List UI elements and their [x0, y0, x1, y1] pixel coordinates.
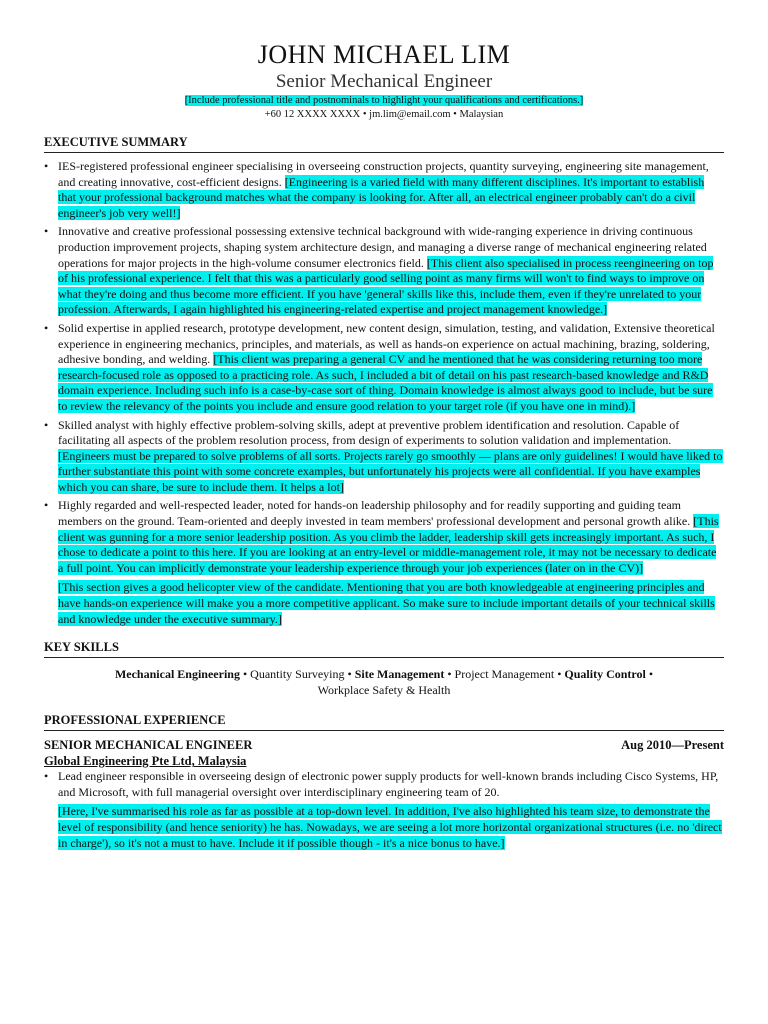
contact-line: +60 12 XXXX XXXX • jm.lim@email.com • Malaysian [264, 109, 504, 120]
candidate-name: JOHN MICHAEL LIM [257, 40, 511, 69]
job-company: Global Engineering Pte Ltd, Malaysia [44, 754, 247, 769]
summary-bullet [44, 498, 724, 576]
section-tip: [This section gives a good helicopter view of the candidate. Mentioning that you are both knowledgeable at engineering principles and have hands-on experience will make you a more competitive applicant. So make sure to include important details of your technical skills and knowledge under the executive summary.] [58, 580, 715, 626]
job-bullet [44, 769, 724, 800]
key-skills-section [44, 639, 724, 700]
section-heading: EXECUTIVE SUMMARY [44, 134, 724, 153]
resume-header [44, 40, 724, 122]
bullet-text: Lead engineer responsible in overseeing design of electronic power supply products for well-known brands including Cisco Systems, HP, and Microsoft, with full managerial oversight over interdisciplinary engineering team of 20. [58, 769, 719, 799]
header-tip: [Include professional title and postnominals to highlight your qualifications and certifications.] [184, 95, 584, 106]
skill-item: Site Management [354, 667, 445, 682]
summary-bullet [44, 159, 724, 221]
tip-highlight: [This client was gunning for a more senior leadership position. As you climb the ladder, leadership skill gets increasingly important. As such, I chose to dedicate a point to this here. If you are looking at an entry-level or middle-management role, it may not be necessary to dedicate a full point. You can implicitly demonstrate your leadership experience through your job experiences (later on in the CV)] [58, 514, 719, 575]
job-dates: Aug 2010—Present [621, 738, 724, 753]
tip-highlight: [Engineers must be prepared to solve problems of all sorts. Projects rarely go smoothly — plans are only guidelines! I would have liked to further substantiate this point with some concrete examples, but unfortunately his projects were all confidential. If you have examples which you can share, be sure to include them. It helps a lot] [58, 448, 723, 494]
summary-list [44, 159, 724, 576]
skills-line: Mechanical Engineering • Quantity Surveying • Site Management • Project Management • Quality Control • Workplace Safety & Health [114, 667, 654, 698]
experience-section [44, 712, 724, 851]
bullet-text: Skilled analyst with highly effective problem-solving skills, adept at preventive problem identification and resolution. Capable of facilitating all aspects of the problem resolution process, from design of experiments to solution validation and implementation. [58, 417, 680, 448]
bullet-text: Highly regarded and well-respected leader, noted for hands-on leadership philosophy and for readily supporting and guiding team members on the ground. Team-oriented and deeply invested in team members' professional development and personal growth alike. [58, 498, 691, 529]
bullet-text: Solid expertise in applied research, prototype development, new content design, simulation, testing, and validation, Extensive theoretical experience in engineering mechanics, principles, and materials, as well as hands-on experience on actual machining, brazing, soldering, adhesive bonding, and welding. [58, 320, 715, 367]
bullet-text: IES-registered professional engineer specialising in overseeing construction projects, quantity surveying, engineering site management, and creating innovative, cost-efficient designs. [58, 159, 709, 189]
skill-item: Workplace Safety & Health [317, 683, 451, 698]
tip-highlight: [This client was preparing a general CV and he mentioned that he was considering returning too more research-focused role as opposed to a practicing role. As such, I included a bit of detail on his past research-based knowledge and R&D domain experience. Including such info is a case-by-case sort of thing. Domain knowledge is almost always good to include, but be sure to review the relevancy of the points you include and ensure good relation to your target role (if you have one in mind).] [58, 352, 713, 413]
section-heading: PROFESSIONAL EXPERIENCE [44, 712, 724, 731]
summary-bullet [44, 321, 724, 415]
tip-highlight: [This client also specialised in process reengineering on top of his professional experience. I felt that this was a particularly good selling point as many firms will won't to find ways to improve on what they're doing and thus become more efficient. If you have 'general' skills like this, include them, even if they're unrelated to your profession. Afterwards, I again highlighted his engineering-related expertise and project management knowledge.] [58, 255, 714, 317]
job-bullets [44, 769, 724, 800]
skill-item: Quantity Surveying [250, 667, 345, 682]
job-role: SENIOR MECHANICAL ENGINEER [44, 738, 253, 753]
skill-item: Mechanical Engineering [114, 667, 240, 682]
section-heading: KEY SKILLS [44, 639, 724, 658]
resume-page [44, 0, 724, 851]
summary-bullet [44, 418, 724, 496]
bullet-text: Innovative and creative professional possessing extensive technical background with wide-ranging experience in driving continuous production improvement projects, shaping system architecture design, and managing a diverse range of mechanical engineering related operations for major projects in the high-volume consumer electronics field. [58, 224, 707, 270]
job-header [44, 737, 724, 753]
executive-summary-section [44, 134, 724, 627]
summary-bullet [44, 224, 724, 318]
skill-item: Project Management [454, 667, 555, 682]
skill-item: Quality Control [564, 667, 646, 682]
tip-highlight: [Engineering is a varied field with many different disciplines. It's important to establish that your professional background matches what the company is looking for. After all, an electrical engineer probably can't do a civil engineer's job very well!] [58, 174, 705, 220]
job-tip: [Here, I've summarised his role as far as possible at a top-down level. In addition, I've also highlighted his team size, to demonstrate the level of responsibility (and hence seniority) he has. Nowadays, we are seeing a lot more horizontal organizational structures (i.e. no 'direct in charge'), so it's not a must to have. Include it if possible though - it's a nice bonus to have.] [58, 804, 722, 850]
candidate-title: Senior Mechanical Engineer [275, 71, 493, 92]
